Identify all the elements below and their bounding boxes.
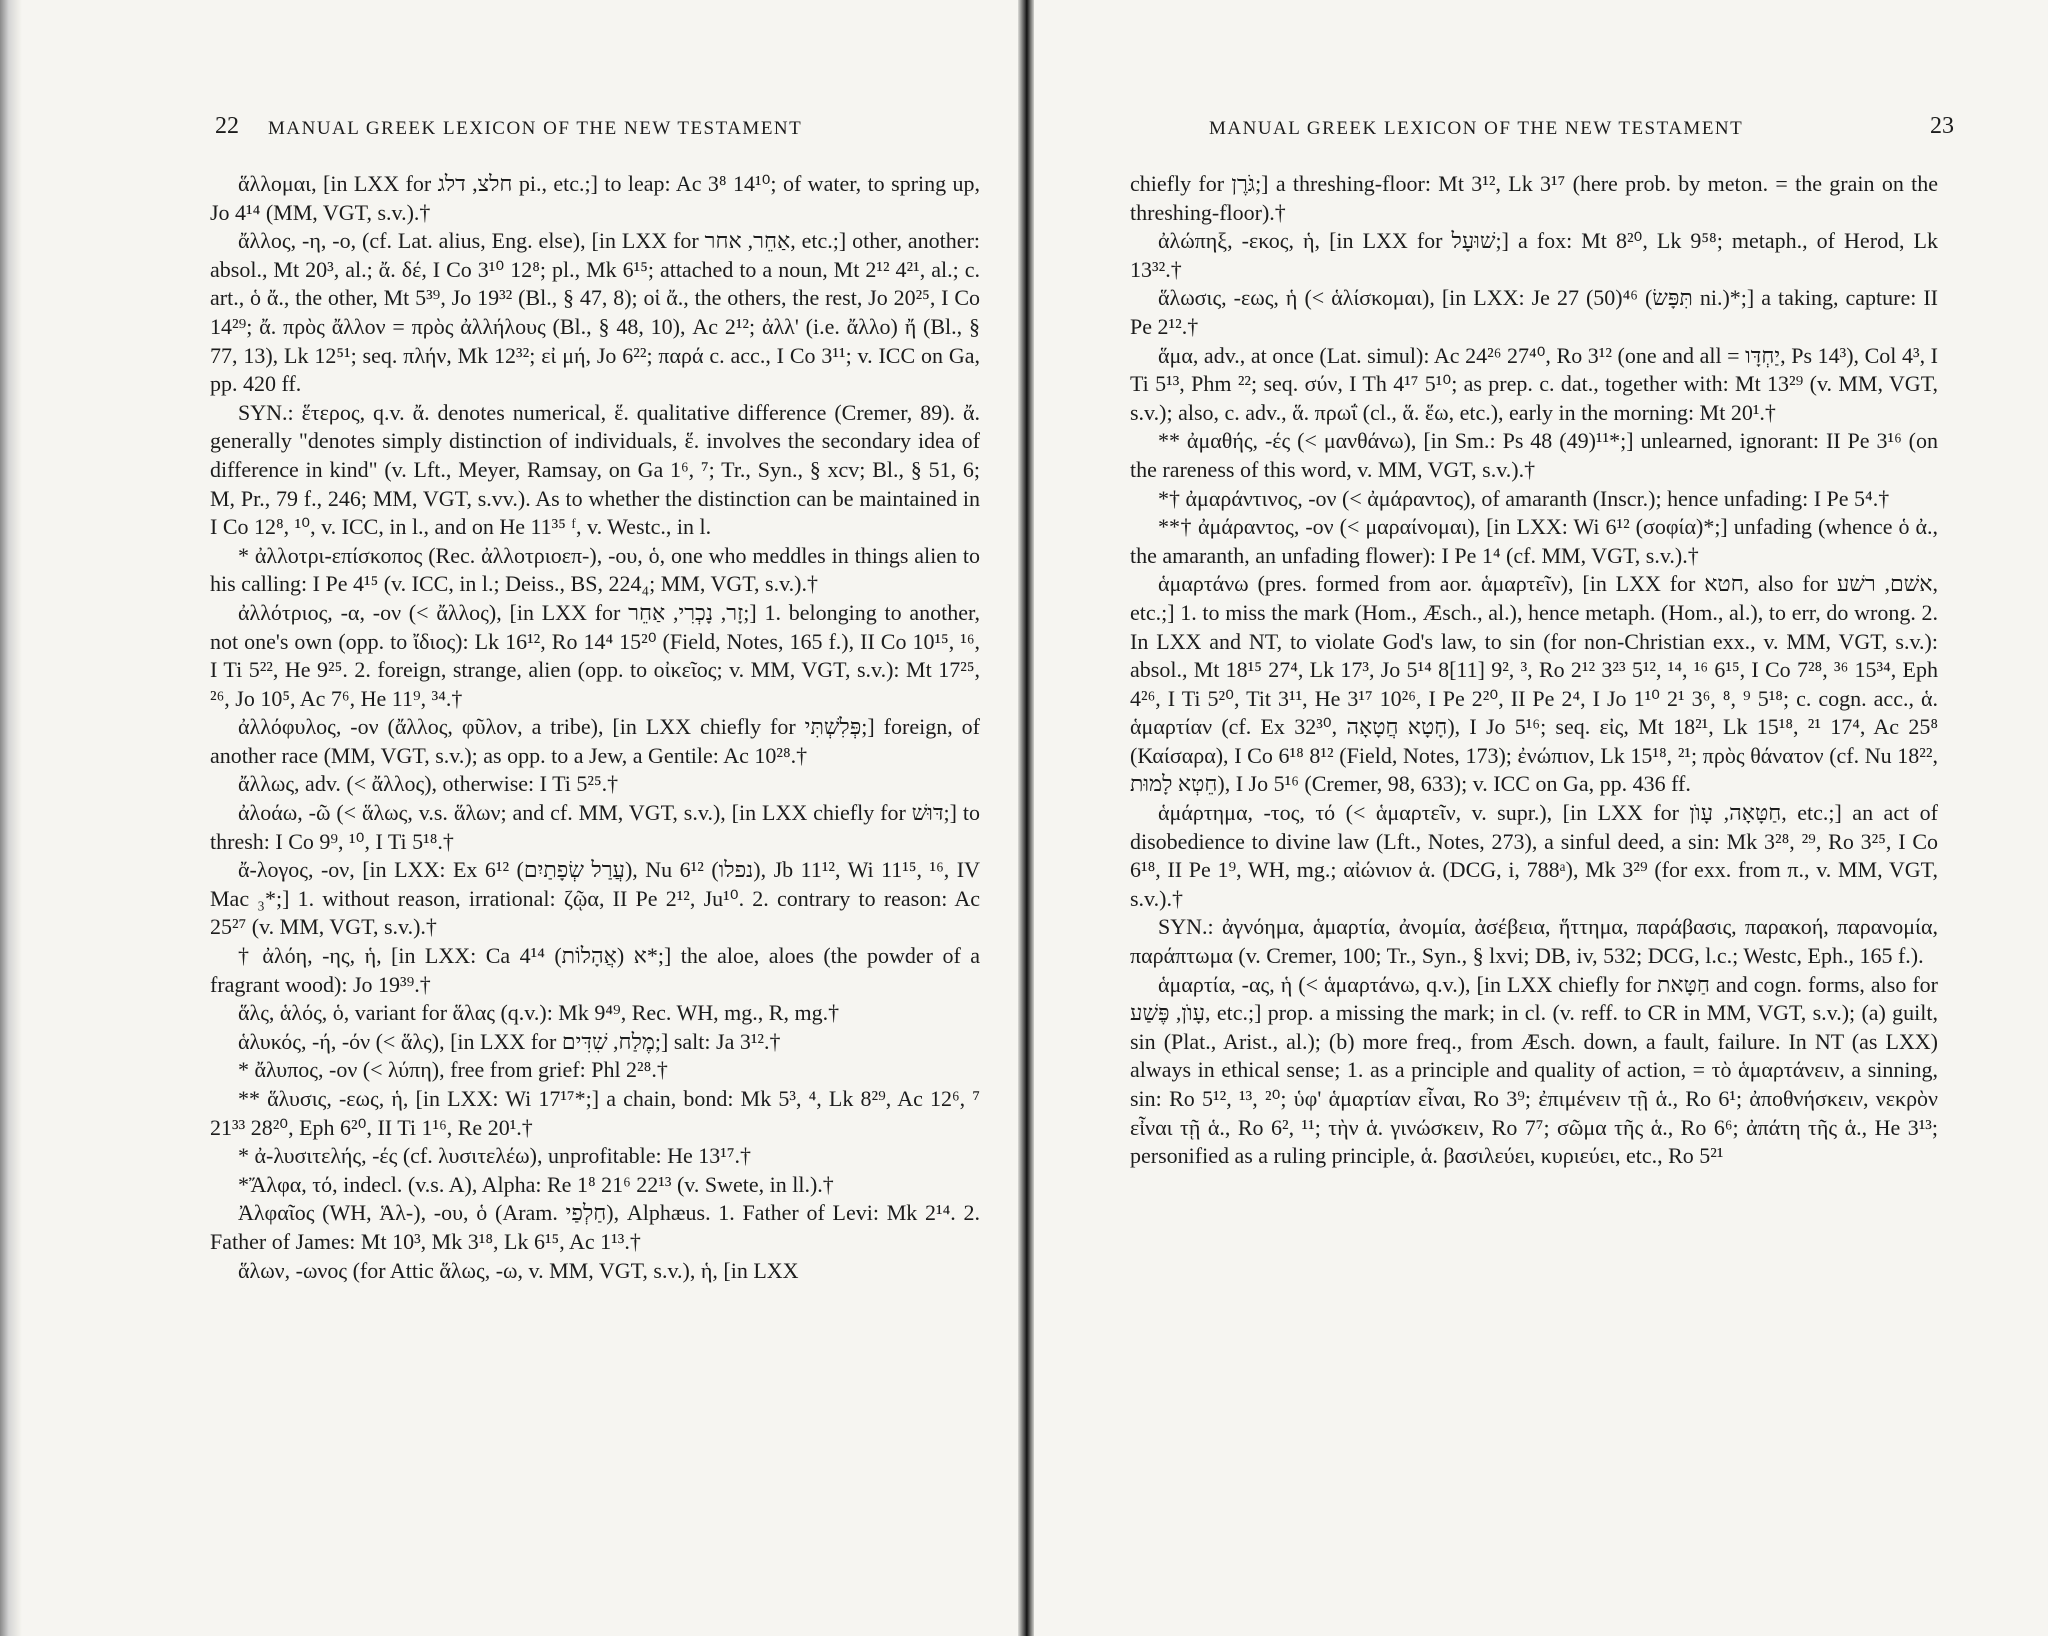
entry-hamartema: ἁμάρτημα, -τος, τό (< ἁμαρτεῖν, v. supr.), [in LXX for חַטָּאָה, עָוֺן, etc.;] an act of disobedience to divine law (Lft., Notes, 273), a sinful deed, a sin: Mk 3²⁸, ²⁹, Ro 3²⁵, I Co 6¹⁸, II Pe 1⁹, WH, mg.; αἰώνιον ἁ. (DCG, i, 788ᵃ), Mk 3²⁹ (for exx. from π., v. MM, VGT, s.v.).†	[1130, 800, 1939, 911]
entry-allos-synonyms: SYN.: ἕτερος, q.v. ἄ. denotes numerical, ἕ. qualitative difference (Cremer, 89). ἄ. generally "denotes simply distinction of individuals, ἕ. involves the secondary idea of difference in kind" (v. Lft., Meyer, Ramsay, on Ga 1⁶, ⁷; Tr., Syn., § xcv; Bl., § 51, 6; M, Pr., 79 f., 246; MM, VGT, s.vv.). As to whether the distinction can be maintained in I Co 12⁸, ¹⁰, v. ICC, in l., and on He 11³⁵ ᶠ, v. Westc., in l.	[210, 399, 980, 540]
entry-allotrios: ἀλλότριος, -α, -ον (< ἄλλος), [in LXX for זָר, נָכְרִי, אַחֵר;] 1. belonging to another, not one's own (opp. to ἴδιος): Lk 16¹², Ro 14⁴ 15²⁰ (Field, Notes, 165 f.), II Co 10¹⁵, ¹⁶, I Ti 5²², He 9²⁵. 2. foreign, strange, alien (opp. to οἰκεῖος; v. MM, VGT, s.v.): Mt 17²⁵, ²⁶, Jo 10⁵, Ac 7⁶, He 11⁹, ³⁴.†	[210, 599, 980, 711]
entry-hals: ἅλς, ἁλός, ὁ, variant for ἅλας (q.v.): Mk 9⁴⁹, Rec. WH, mg., R, mg.†	[238, 1000, 840, 1026]
entry-amarantinos: *† ἀμαράντινος, -ον (< ἀμάραντος), of amaranth (Inscr.); hence unfading: I Pe 5⁴.†	[1158, 485, 1890, 511]
entry-alphaios: Ἀλφαῖος (WH, Ἁλ-), -ου, ὁ (Aram. חַלְפַי), Alphæus. 1. Father of Levi: Mk 2¹⁴. 2. Father of James: Mt 10³, Mk 3¹⁸, Lk 6¹⁵, Ac 1¹³.†	[210, 1200, 980, 1254]
entry-allos: ἄλλος, -η, -ο, (cf. Lat. alius, Eng. else), [in LXX for אַחֵר, אחר, etc.;] other, another: absol., Mt 20³, al.; ἄ. δέ, I Co 3¹⁰ 12⁸; pl., Mk 6¹⁵; attached to a noun, Mt 2¹² 4²¹, al.; c. art., ὁ ἄ., the other, Mt 5³⁹, Jo 19³² (Bl., § 47, 8); οἱ ἄ., the others, the rest, Jo 20²⁵, I Co 14²⁹; ἄ. πρὸς ἄλλον = πρὸς ἀλλήλους (Bl., § 48, 10), Ac 2¹²; ἀλλ' (i.e. ἄλλο) ἤ (Bl., § 77, 13), Lk 12⁵¹; seq. πλήν, Mk 12³²; εἰ μή, Jo 6²²; παρά c. acc., I Co 3¹¹; v. ICC on Ga, pp. 420 ff.	[210, 228, 981, 397]
entry-hamartema-synonyms: SYN.: ἀγνόημα, ἁμαρτία, ἀνομία, ἀσέβεια, ἥττημα, παράβασις, παρακοή, παρανομία, παράπτωμα (v. Cremer, 100; Tr., Syn., § lxvi; DB, iv, 532; DCG, l.c.; Westc, Eph., 165 f.).	[1130, 914, 1938, 969]
page-number: 22	[215, 113, 239, 139]
entry-amarantos: **† ἀμάραντος, -ον (< μαραίνομαι), [in LXX: Wi 6¹² (σοφία)*;] unfading (whence ὁ ἀ., the amaranth, an unfading flower): I Pe 1⁴ (cf. MM, VGT, s.v.).†	[1130, 514, 1938, 568]
entry-allotriepiskopos: * ἀλλοτρι-επίσκοπος (Rec. ἀλλοτριοεπ-), -ου, ὁ, one who meddles in things alien to his calling: I Pe 4¹⁵ (v. ICC, in l.; Deiss., BS, 224₄; MM, VGT, s.v.).†	[210, 542, 980, 597]
running-head: MANUAL GREEK LEXICON OF THE NEW TESTAMENT	[268, 118, 803, 139]
entry-alysiteles: * ἀ-λυσιτελής, -ές (cf. λυσιτελέω), unprofitable: He 13¹⁷.†	[238, 1143, 752, 1169]
entry-aloao: ἀλοάω, -ῶ (< ἅλως, v.s. ἅλων; and cf. MM, VGT, s.v.), [in LXX chiefly for דּוּשׁ;] to thresh: I Co 9⁹, ¹⁰, I Ti 5¹⁸.†	[210, 800, 980, 854]
entry-hama: ἅμα, adv., at once (Lat. simul): Ac 24²⁶ 27⁴⁰, Ro 3¹² (one and all = יַחְדָּו, Ps 14³), Col 4³, I Ti 5¹³, Phm ²²; seq. σύν, I Th 4¹⁷ 5¹⁰; as prep. c. dat., together with: Mt 13²⁹ (v. MM, VGT, s.v.); also, c. adv., ἅ. πρωΐ (cl., ἅ. ἕω, etc.), early in the morning: Mt 20¹.†	[1130, 342, 1938, 425]
entry-halosis: ἅλωσις, -εως, ἡ (< ἁλίσκομαι), [in LXX: Je 27 (50)⁴⁶ (תִּפָּשׂ ni.)*;] a taking, capture: II Pe 2¹².†	[1130, 285, 1938, 339]
entry-alogos: ἄ-λογος, -ον, [in LXX: Ex 6¹² (עֲרַל שְׂפָתַיִם), Nu 6¹² (נפלו), Jb 11¹², Wi 11¹⁵, ¹⁶, IV Mac ₃*;] 1. without reason, irrational: ζῷα, II Pe 2¹², Ju¹⁰. 2. contrary to reason: Ac 25²⁷ (v. MM, VGT, s.v.).†	[210, 857, 980, 940]
entry-allos-adverb: ἄλλως, adv. (< ἄλλος), otherwise: I Ti 5²⁵.†	[238, 771, 619, 797]
entry-alopex: ἀλώπηξ, -εκος, ἡ, [in LXX for שׁוּעָל;] a fox: Mt 8²⁰, Lk 9⁵⁸; metaph., of Herod, Lk 13³².†	[1130, 228, 1938, 282]
right-page	[1034, 0, 2048, 1636]
entry-hamartia: ἁμαρτία, -ας, ἡ (< ἁμαρτάνω, q.v.), [in LXX chiefly for חַטָּאת and cogn. forms, also for עָוֺן, פֶּשַׁע, etc.;] prop. a missing the mark; in cl. (v. reff. to CR in MM, VGT, s.v.); (a) guilt, sin (Plat., Arist., al.); (b) more freq., from Æsch. down, a fault, failure. In NT (as LXX) always in ethical sense; 1. as a principle and quality of action, = τὸ ἁμαρτάνειν, a sinning, sin: Ro 5¹², ¹³, ²⁰; ὑφ' ἁμαρτίαν εἶναι, Ro 3⁹; ἐπιμένειν τῇ ἁ., Ro 6¹; ἀποθνήσκειν, νεκρὸν εἶναι τῇ ἁ., Ro 6², ¹¹; τὴν ἁ. γινώσκειν, Ro 7⁷; σῶμα τῆς ἁ., Ro 6⁶; ἀπάτη τῆς ἁ., He 3¹³; personified as a ruling principle, ἁ. βασιλεύει, κυριεύει, etc., Ro 5²¹	[1130, 971, 1938, 1169]
entry-allophylos: ἀλλόφυλος, -ον (ἄλλος, φῦλον, a tribe), [in LXX chiefly for פְּלִשְׁתִּי;] foreign, of another race (MM, VGT, s.v.); as opp. to a Jew, a Gentile: Ac 10²⁸.†	[210, 714, 980, 768]
entry-halon-continued: chiefly for גֹּרֶן;] a threshing-floor: Mt 3¹², Lk 3¹⁷ (here prob. by meton. = the grain on the threshing-floor).†	[1130, 171, 1939, 225]
page-number: 23	[1930, 113, 1954, 139]
lexicon-column	[1130, 170, 1938, 1171]
entry-alpha: *Ἄλφα, τό, indecl. (v.s. A), Alpha: Re 1⁸ 21⁶ 22¹³ (v. Swete, in ll.).†	[238, 1171, 834, 1197]
entry-aloe: † ἀλόη, -ης, ἡ, [in LXX: Ca 4¹⁴ א (אֲהָלוֹת)*;] the aloe, aloes (the powder of a fragrant wood): Jo 19³⁹.†	[210, 943, 980, 997]
entry-allomai: ἅλλομαι, [in LXX for חלצ, דלג pi., etc.;] to leap: Ac 3⁸ 14¹⁰; of water, to spring up, Jo 4¹⁴ (MM, VGT, s.v.).†	[210, 171, 981, 225]
entry-amathes: ** ἀμαθής, -ές (< μανθάνω), [in Sm.: Ps 48 (49)¹¹*;] unlearned, ignorant: II Pe 3¹⁶ (on the rareness of this word, v. MM, VGT, s.v.).†	[1130, 428, 1938, 482]
entry-hamartano: ἁμαρτάνω (pres. formed from aor. ἁμαρτεῖν), [in LXX for חטא, also for אשׁם, רשׁע, etc.;] 1. to miss the mark (Hom., Æsch., al.), hence metaph. (Hom., al.), to err, do wrong. 2. In LXX and NT, to violate God's law, to sin (for non-Christian exx., v. MM, VGT, s.v.): absol., Mt 18¹⁵ 27⁴, Lk 17³, Jo 5¹⁴ 8[11] 9², ³, Ro 2¹² 3²³ 5¹², ¹⁴, ¹⁶ 6¹⁵, I Co 7²⁸, ³⁶ 15³⁴, Eph 4²⁶, I Ti 5²⁰, Tit 3¹¹, He 3¹⁷ 10²⁶, I Pe 2²⁰, II Pe 2⁴, I Jo 1¹⁰ 2¹ 3⁶, ⁸, ⁹ 5¹⁸; c. cogn. acc., ἁ. ἁμαρτίαν (cf. Ex 32³⁰, חָטָא חֲטָאָה), I Jo 5¹⁶; seq. εἰς, Mt 18²¹, Lk 15¹⁸, ²¹ 17⁴, Ac 25⁸ (Καίσαρα), I Co 6¹⁸ 8¹² (Field, Notes, 173); ἐνώπιον, Lk 15¹⁸, ²¹; πρὸς θάνατον (cf. Nu 18²², חֵטְא לָמוּת), I Jo 5¹⁶ (Cremer, 98, 633); v. ICC on Ga, pp. 436 ff.	[1130, 571, 1939, 797]
lexicon-column	[210, 170, 980, 1285]
running-head: MANUAL GREEK LEXICON OF THE NEW TESTAMENT	[1209, 118, 1744, 139]
entry-halysis: ** ἅλυσις, -εως, ἡ, [in LXX: Wi 17¹⁷*;] a chain, bond: Mk 5³, ⁴, Lk 8²⁹, Ac 12⁶, ⁷ 21³³ 28²⁰, Eph 6²⁰, II Ti 1¹⁶, Re 20¹.†	[210, 1086, 980, 1140]
entry-alypos: * ἄλυπος, -ον (< λύπη), free from grief: Phl 2²⁸.†	[238, 1057, 668, 1083]
book-gutter	[1018, 0, 1034, 1636]
entry-halykos: ἁλυκός, -ή, -όν (< ἅλς), [in LXX for מֶלַח, שִׁדִּים;] salt: Ja 3¹².†	[238, 1028, 781, 1054]
left-page	[0, 0, 1018, 1636]
entry-halon: ἅλων, -ωνος (for Attic ἅλως, -ω, v. MM, VGT, s.v.), ἡ, [in LXX	[238, 1257, 799, 1283]
